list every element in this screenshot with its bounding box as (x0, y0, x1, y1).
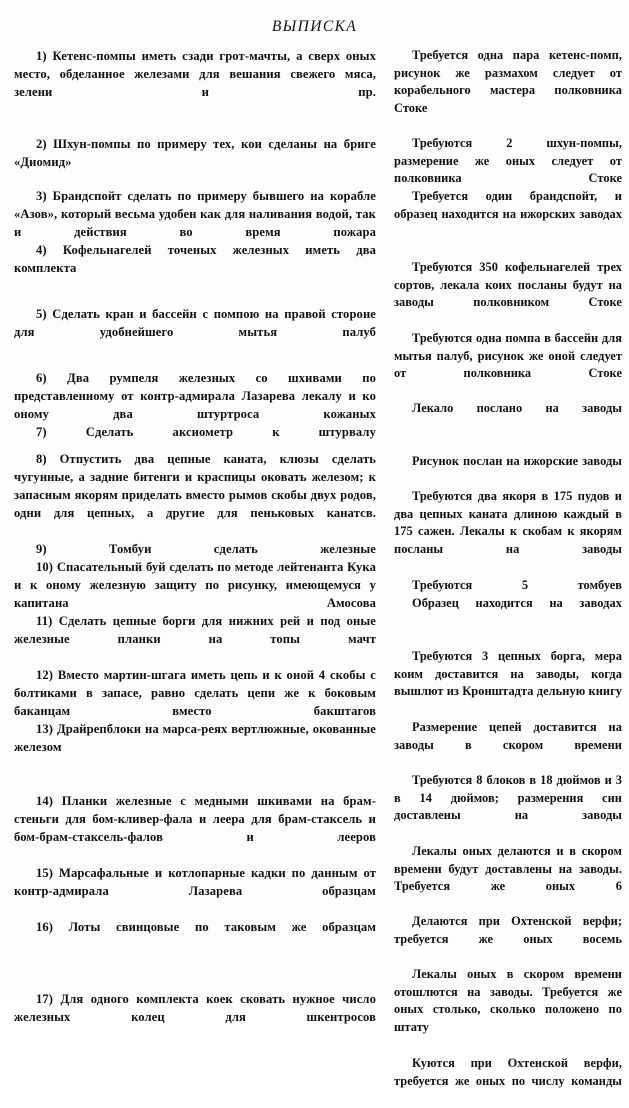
response-item: Требуются одна помпа в бассейн для мытья палуб, рисунок же оной следует от полковника Стоке (394, 331, 622, 381)
list-item: 2) Шхун-помпы по примеру тех, кои сделаны на бриге «Диомид» (14, 137, 376, 169)
list-item: 12) Вместо мартин-шгага иметь цепь и к оной 4 скобы с болтиками в запасе, равно сделать цепи же к боковым баканцам вместо бакштагов (14, 668, 376, 718)
list-item: 3) Брандспойт сделать по примеру бывшего на корабле «Азов», который весьма удобен как для наливания водой, так и действия во время пожара (14, 189, 376, 239)
list-item: 15) Марсафальные и котлопарные кадки по данным от контр-адмирала Лазарева образцам (14, 866, 376, 898)
list-item: 16) Лоты свинцовые по таковым же образцам (36, 920, 376, 934)
response-item: Требуются 350 кофельнагелей трех сортов, лекала коих посланы будут на заводы полковником Стоке (394, 260, 622, 310)
response-item: Делаются при Охтенской верфи; требуется же оных восемь (394, 914, 622, 946)
response-item: Рисунок послан на ижорские заводы (412, 454, 622, 468)
list-item: 8) Отпустить два цепные каната, клюзы сделать чугунные, а задние битенги и краспицы оковать железом; к запасным якорям приделать вместо рымов скобы двух родов, одни для цепных, а другие для пеньковых канатсв. (14, 452, 376, 520)
list-item: 13) Драйрепблоки на марса-реях вертлюжные, окованные железом (14, 722, 376, 754)
response-item: Куются при Охтенской верфи, требуется же оных по числу команды (394, 1056, 622, 1088)
response-item: Требуются два якоря в 175 пудов и два цепных каната длиною каждый в 175 сажен. Лекалы к скобам к якорям посланы на заводы (394, 489, 622, 556)
response-item: Требуются 3 цепных борга, мера коим доставится на заводы, когда вышлют из Кронштадта дельную книгу (394, 649, 622, 699)
list-item: 17) Для одного комплекта коек сковать нужное число железных колец для шкентросов (14, 992, 376, 1024)
response-item: Лекалы оных в скором времени отошлются на заводы. Требуется же оных столько, сколько положено по штату (394, 967, 622, 1034)
response-item: Образец находится на заводах (412, 596, 622, 610)
list-item: 6) Два румпеля железных со шхивами по представленному от контр-адмирала Лазарева лекалу и ко оному два штуртроса кожаных (14, 371, 376, 421)
response-item: Требуются 2 шхун-помпы, размерение же оных следует от полковника Стоке (394, 136, 622, 186)
response-item nojust: Требуются 5 томбуев (412, 578, 622, 592)
response-item nojust: Лекало посланo на заводы (412, 401, 622, 415)
list-item: 10) Спасательный буй сделать по методе лейтенанта Кука и к оному железную защиту по рисунку, имеющемуся у капитана Амосова (14, 560, 376, 610)
response-item: Лекалы оных делаются и в скором времени будут доставлены на заводы. Требуется же оных 6 (394, 844, 622, 894)
two-column-body (0, 44, 629, 1088)
list-item: 9) Томбуи сделать железные (36, 542, 376, 556)
list-item: 14) Планки железные с медными шкивами на брам-стеньги для бом-кливер-фала и леера для брам-стаксель и бом-брам-стаксель-фалов и лееров (14, 794, 376, 844)
response-item: Требуется один брандспойт, и образец находится на ижорских заводах (394, 189, 622, 221)
list-item: 1) Кетенс-помпы иметь сзади грот-мачты, а сверх оных место, обделанное железами для вешания свежего мяса, зелени и пр. (14, 49, 376, 99)
list-item: 4) Кофельнагелей точеных железных иметь два комплекта (14, 243, 376, 275)
list-item: 7) Сделать аксиометр к штурвалу (36, 425, 376, 439)
list-item: 5) Сделать кран и бассейн с помпою на правой стороне для удобнейшего мытья палуб (14, 307, 376, 339)
list-item: 11) Сделать цепные борги для нижних рей и под оные железные планки на топы мачт (14, 614, 376, 646)
response-item: Размерение цепей доставится на заводы в скором времени (394, 720, 622, 752)
response-item: Требуется одна пара кетенс-помп, рисунок же размахом следует от корабельного мастера полковника Стоке (394, 48, 622, 115)
page-title: ВЫПИСКА (271, 18, 358, 35)
response-item: Требуются 8 блоков в 18 дюймов и 3 в 14 дюймов; размерения син доставлены на заводы (394, 773, 622, 823)
